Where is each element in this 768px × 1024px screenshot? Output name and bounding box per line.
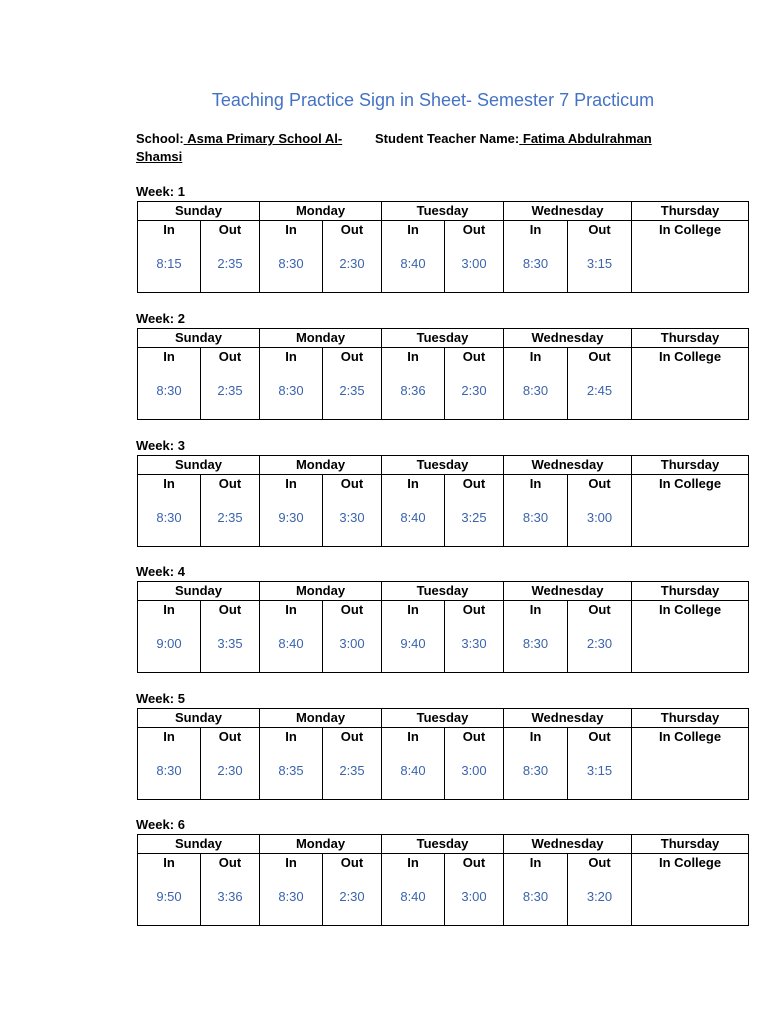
in-label: In xyxy=(163,602,175,617)
in-label: In xyxy=(163,729,175,744)
day-header-row xyxy=(138,709,749,728)
day-header-row xyxy=(138,835,749,854)
day-header-monday: Monday xyxy=(260,709,382,728)
out-label: Out xyxy=(218,602,242,617)
cell-content xyxy=(138,348,200,419)
out-label: Out xyxy=(462,349,486,364)
cell-content xyxy=(445,475,503,546)
out-time: 3:25 xyxy=(461,510,487,525)
cell-content xyxy=(323,475,381,546)
day-header-thursday: Thursday xyxy=(632,456,749,475)
out-time: 3:00 xyxy=(339,636,365,651)
in-time: 8:15 xyxy=(156,256,182,271)
day-header-row xyxy=(138,202,749,221)
sign-in-table xyxy=(137,581,749,673)
in-label: In xyxy=(285,349,297,364)
cell-content xyxy=(201,728,259,799)
week-label xyxy=(136,311,185,327)
wednesday-out-cell xyxy=(568,728,632,800)
out-time: 2:35 xyxy=(339,763,365,778)
in-label: In xyxy=(529,349,542,364)
out-label: Out xyxy=(588,222,611,237)
cell-content xyxy=(632,601,748,672)
day-header-wednesday: Wednesday xyxy=(504,709,632,728)
wednesday-in-cell xyxy=(504,601,568,673)
in-time: 8:35 xyxy=(278,763,304,778)
out-time: 3:00 xyxy=(461,763,487,778)
cell-content xyxy=(260,854,322,925)
in-label: In xyxy=(285,729,297,744)
out-time: 3:20 xyxy=(586,889,613,904)
monday-out-cell xyxy=(323,348,382,420)
in-label: In xyxy=(407,476,419,491)
in-time: 8:30 xyxy=(156,510,182,525)
in-label: In xyxy=(407,729,419,744)
sign-in-table xyxy=(137,834,749,926)
in-label: In xyxy=(285,222,297,237)
cell-content xyxy=(382,221,444,292)
cell-content xyxy=(260,475,322,546)
cell-content xyxy=(568,221,631,292)
week-number: 6 xyxy=(177,817,185,832)
week-label-text: Week: xyxy=(136,438,175,453)
cell-content xyxy=(445,601,503,672)
monday-in-cell xyxy=(260,601,323,673)
cell-content xyxy=(568,601,631,672)
week-number: 2 xyxy=(177,311,185,326)
thursday-note: In College xyxy=(658,855,722,870)
out-label: Out xyxy=(340,729,364,744)
out-label: Out xyxy=(588,855,611,870)
day-header-monday: Monday xyxy=(260,329,382,348)
day-header-thursday: Thursday xyxy=(632,582,749,601)
week-number: 4 xyxy=(177,564,185,579)
monday-out-cell xyxy=(323,475,382,547)
tuesday-out-cell xyxy=(445,348,504,420)
wednesday-in-cell xyxy=(504,854,568,926)
week-label xyxy=(136,817,185,833)
time-row xyxy=(138,348,749,420)
out-time: 3:35 xyxy=(217,636,243,651)
day-header-sunday: Sunday xyxy=(138,709,260,728)
out-label: Out xyxy=(340,602,364,617)
day-header-tuesday: Tuesday xyxy=(382,709,504,728)
out-time: 3:30 xyxy=(461,636,487,651)
in-label: In xyxy=(163,855,175,870)
thursday-note: In College xyxy=(658,349,722,364)
monday-out-cell xyxy=(323,221,382,293)
out-label: Out xyxy=(218,855,242,870)
out-label: Out xyxy=(218,476,242,491)
week-label xyxy=(136,184,185,200)
time-row xyxy=(138,601,749,673)
sunday-in-cell xyxy=(138,854,201,926)
in-label: In xyxy=(285,855,297,870)
week-number: 5 xyxy=(177,691,185,706)
time-row xyxy=(138,221,749,293)
out-label: Out xyxy=(462,222,486,237)
out-label: Out xyxy=(218,349,242,364)
sign-in-table xyxy=(137,201,749,293)
monday-out-cell xyxy=(323,601,382,673)
in-label: In xyxy=(285,476,297,491)
in-label: In xyxy=(529,476,542,491)
page-title: Teaching Practice Sign in Sheet- Semester 7 Practicum xyxy=(211,90,655,110)
in-time: 8:30 xyxy=(522,636,549,651)
in-label: In xyxy=(163,222,175,237)
out-label: Out xyxy=(588,476,611,491)
sunday-out-cell xyxy=(201,348,260,420)
monday-in-cell xyxy=(260,221,323,293)
out-time: 3:00 xyxy=(586,510,613,525)
out-label: Out xyxy=(462,855,486,870)
day-header-monday: Monday xyxy=(260,456,382,475)
monday-out-cell xyxy=(323,728,382,800)
out-time: 2:30 xyxy=(339,256,365,271)
cell-content xyxy=(568,728,631,799)
out-time: 2:35 xyxy=(217,256,243,271)
out-label: Out xyxy=(588,602,611,617)
day-header-wednesday: Wednesday xyxy=(504,202,632,221)
cell-content xyxy=(504,728,567,799)
cell-content xyxy=(201,854,259,925)
out-time: 3:36 xyxy=(217,889,243,904)
week-label-text: Week: xyxy=(136,691,175,706)
thursday-note: In College xyxy=(658,476,722,491)
cell-content xyxy=(382,854,444,925)
sign-in-table xyxy=(137,328,749,420)
day-header-thursday: Thursday xyxy=(632,709,749,728)
tuesday-out-cell xyxy=(445,601,504,673)
wednesday-out-cell xyxy=(568,854,632,926)
out-label: Out xyxy=(588,349,611,364)
out-label: Out xyxy=(340,855,364,870)
in-time: 8:30 xyxy=(278,889,304,904)
in-label: In xyxy=(529,602,542,617)
teacher-info xyxy=(375,130,652,148)
out-label: Out xyxy=(218,729,242,744)
week-label xyxy=(136,564,185,580)
day-header-monday: Monday xyxy=(260,202,382,221)
cell-content xyxy=(445,348,503,419)
sign-in-table xyxy=(137,455,749,547)
out-label: Out xyxy=(340,222,364,237)
in-time: 8:36 xyxy=(400,383,426,398)
thursday-cell xyxy=(632,475,749,547)
day-header-thursday: Thursday xyxy=(632,329,749,348)
cell-content xyxy=(201,601,259,672)
cell-content xyxy=(260,728,322,799)
school-info xyxy=(136,130,366,166)
cell-content xyxy=(201,348,259,419)
monday-in-cell xyxy=(260,728,323,800)
week-label xyxy=(136,438,185,454)
cell-content xyxy=(323,728,381,799)
out-label: Out xyxy=(218,222,242,237)
in-label: In xyxy=(285,602,297,617)
day-header-thursday: Thursday xyxy=(632,835,749,854)
time-row xyxy=(138,728,749,800)
cell-content xyxy=(201,221,259,292)
cell-content xyxy=(568,348,631,419)
out-label: Out xyxy=(462,602,486,617)
tuesday-out-cell xyxy=(445,221,504,293)
sunday-out-cell xyxy=(201,475,260,547)
cell-content xyxy=(382,728,444,799)
sunday-out-cell xyxy=(201,221,260,293)
day-header-monday: Monday xyxy=(260,835,382,854)
monday-out-cell xyxy=(323,854,382,926)
wednesday-out-cell xyxy=(568,348,632,420)
out-time: 2:35 xyxy=(339,383,365,398)
day-header-sunday: Sunday xyxy=(138,202,260,221)
day-header-wednesday: Wednesday xyxy=(504,835,632,854)
in-label: In xyxy=(407,855,419,870)
cell-content xyxy=(568,475,631,546)
out-label: Out xyxy=(340,476,364,491)
out-label: Out xyxy=(462,476,486,491)
out-label: Out xyxy=(462,729,486,744)
out-time: 2:35 xyxy=(217,510,243,525)
cell-content xyxy=(632,475,748,546)
in-label: In xyxy=(407,349,419,364)
teacher-name: Fatima Abdulrahman xyxy=(522,131,652,146)
wednesday-out-cell xyxy=(568,601,632,673)
sunday-in-cell xyxy=(138,475,201,547)
in-time: 8:40 xyxy=(278,636,304,651)
out-time: 3:15 xyxy=(586,763,613,778)
week-label-text: Week: xyxy=(136,184,175,199)
tuesday-in-cell xyxy=(382,475,445,547)
cell-content xyxy=(504,348,567,419)
in-label: In xyxy=(163,349,175,364)
sunday-out-cell xyxy=(201,601,260,673)
day-header-thursday: Thursday xyxy=(632,202,749,221)
in-time: 8:40 xyxy=(400,889,426,904)
cell-content xyxy=(568,854,631,925)
in-time: 8:30 xyxy=(522,256,549,271)
day-header-tuesday: Tuesday xyxy=(382,202,504,221)
teacher-label: Student Teacher Name: xyxy=(375,131,520,146)
cell-content xyxy=(323,348,381,419)
monday-in-cell xyxy=(260,475,323,547)
cell-content xyxy=(201,475,259,546)
in-label: In xyxy=(407,222,419,237)
cell-content xyxy=(382,601,444,672)
out-time: 3:00 xyxy=(461,889,487,904)
in-time: 8:30 xyxy=(156,383,182,398)
week-label-text: Week: xyxy=(136,311,175,326)
in-time: 8:30 xyxy=(522,383,549,398)
sunday-in-cell xyxy=(138,221,201,293)
wednesday-in-cell xyxy=(504,728,568,800)
monday-in-cell xyxy=(260,348,323,420)
sunday-in-cell xyxy=(138,728,201,800)
cell-content xyxy=(632,728,748,799)
out-time: 3:00 xyxy=(461,256,487,271)
out-time: 2:45 xyxy=(586,383,613,398)
cell-content xyxy=(382,348,444,419)
in-time: 8:30 xyxy=(522,510,549,525)
tuesday-out-cell xyxy=(445,728,504,800)
wednesday-in-cell xyxy=(504,475,568,547)
cell-content xyxy=(260,601,322,672)
in-label: In xyxy=(529,729,542,744)
in-label: In xyxy=(407,602,419,617)
in-time: 8:40 xyxy=(400,763,426,778)
cell-content xyxy=(504,221,567,292)
day-header-sunday: Sunday xyxy=(138,329,260,348)
cell-content xyxy=(138,475,200,546)
cell-content xyxy=(260,348,322,419)
out-time: 3:15 xyxy=(586,256,613,271)
cell-content xyxy=(323,854,381,925)
day-header-tuesday: Tuesday xyxy=(382,835,504,854)
cell-content xyxy=(138,221,200,292)
week-label-text: Week: xyxy=(136,564,175,579)
in-time: 8:30 xyxy=(278,383,304,398)
week-label xyxy=(136,691,185,707)
week-number: 3 xyxy=(177,438,185,453)
wednesday-in-cell xyxy=(504,348,568,420)
in-time: 9:40 xyxy=(400,636,426,651)
in-time: 9:50 xyxy=(156,889,182,904)
cell-content xyxy=(632,221,748,292)
cell-content xyxy=(260,221,322,292)
cell-content xyxy=(445,854,503,925)
out-time: 3:30 xyxy=(339,510,365,525)
in-time: 8:30 xyxy=(156,763,182,778)
in-time: 8:30 xyxy=(522,889,549,904)
in-label: In xyxy=(529,855,542,870)
day-header-row xyxy=(138,329,749,348)
cell-content xyxy=(138,601,200,672)
school-label: School: xyxy=(136,131,184,146)
day-header-wednesday: Wednesday xyxy=(504,456,632,475)
cell-content xyxy=(382,475,444,546)
out-label: Out xyxy=(588,729,611,744)
tuesday-in-cell xyxy=(382,854,445,926)
tuesday-out-cell xyxy=(445,475,504,547)
in-time: 9:00 xyxy=(156,636,182,651)
thursday-cell xyxy=(632,348,749,420)
time-row xyxy=(138,854,749,926)
day-header-monday: Monday xyxy=(260,582,382,601)
in-label: In xyxy=(163,476,175,491)
day-header-row xyxy=(138,582,749,601)
cell-content xyxy=(323,601,381,672)
day-header-tuesday: Tuesday xyxy=(382,582,504,601)
day-header-tuesday: Tuesday xyxy=(382,329,504,348)
in-time: 8:30 xyxy=(278,256,304,271)
tuesday-in-cell xyxy=(382,728,445,800)
wednesday-in-cell xyxy=(504,221,568,293)
out-time: 2:35 xyxy=(217,383,243,398)
out-time: 2:30 xyxy=(217,763,243,778)
thursday-cell xyxy=(632,601,749,673)
out-time: 2:30 xyxy=(586,636,613,651)
out-label: Out xyxy=(340,349,364,364)
cell-content xyxy=(632,854,748,925)
tuesday-in-cell xyxy=(382,601,445,673)
day-header-sunday: Sunday xyxy=(138,835,260,854)
week-number: 1 xyxy=(177,184,185,199)
cell-content xyxy=(445,728,503,799)
sunday-in-cell xyxy=(138,348,201,420)
cell-content xyxy=(504,475,567,546)
cell-content xyxy=(632,348,748,419)
day-header-tuesday: Tuesday xyxy=(382,456,504,475)
day-header-sunday: Sunday xyxy=(138,456,260,475)
monday-in-cell xyxy=(260,854,323,926)
day-header-sunday: Sunday xyxy=(138,582,260,601)
thursday-note: In College xyxy=(658,222,722,237)
cell-content xyxy=(323,221,381,292)
tuesday-in-cell xyxy=(382,348,445,420)
cell-content xyxy=(504,601,567,672)
cell-content xyxy=(445,221,503,292)
tuesday-in-cell xyxy=(382,221,445,293)
sunday-out-cell xyxy=(201,854,260,926)
day-header-row xyxy=(138,456,749,475)
week-label-text: Week: xyxy=(136,817,175,832)
wednesday-out-cell xyxy=(568,475,632,547)
day-header-wednesday: Wednesday xyxy=(504,582,632,601)
sunday-out-cell xyxy=(201,728,260,800)
out-time: 2:30 xyxy=(461,383,487,398)
cell-content xyxy=(504,854,567,925)
cell-content xyxy=(138,728,200,799)
time-row xyxy=(138,475,749,547)
thursday-note: In College xyxy=(658,729,722,744)
wednesday-out-cell xyxy=(568,221,632,293)
school-name: Asma Primary School Al-Shamsi xyxy=(136,131,343,164)
day-header-wednesday: Wednesday xyxy=(504,329,632,348)
sign-in-table xyxy=(137,708,749,800)
out-time: 2:30 xyxy=(339,889,365,904)
in-time: 8:40 xyxy=(400,256,426,271)
in-label: In xyxy=(529,222,542,237)
sunday-in-cell xyxy=(138,601,201,673)
in-time: 8:30 xyxy=(522,763,549,778)
in-time: 9:30 xyxy=(278,510,304,525)
thursday-cell xyxy=(632,221,749,293)
thursday-cell xyxy=(632,728,749,800)
in-time: 8:40 xyxy=(400,510,426,525)
tuesday-out-cell xyxy=(445,854,504,926)
thursday-note: In College xyxy=(658,602,722,617)
cell-content xyxy=(138,854,200,925)
thursday-cell xyxy=(632,854,749,926)
